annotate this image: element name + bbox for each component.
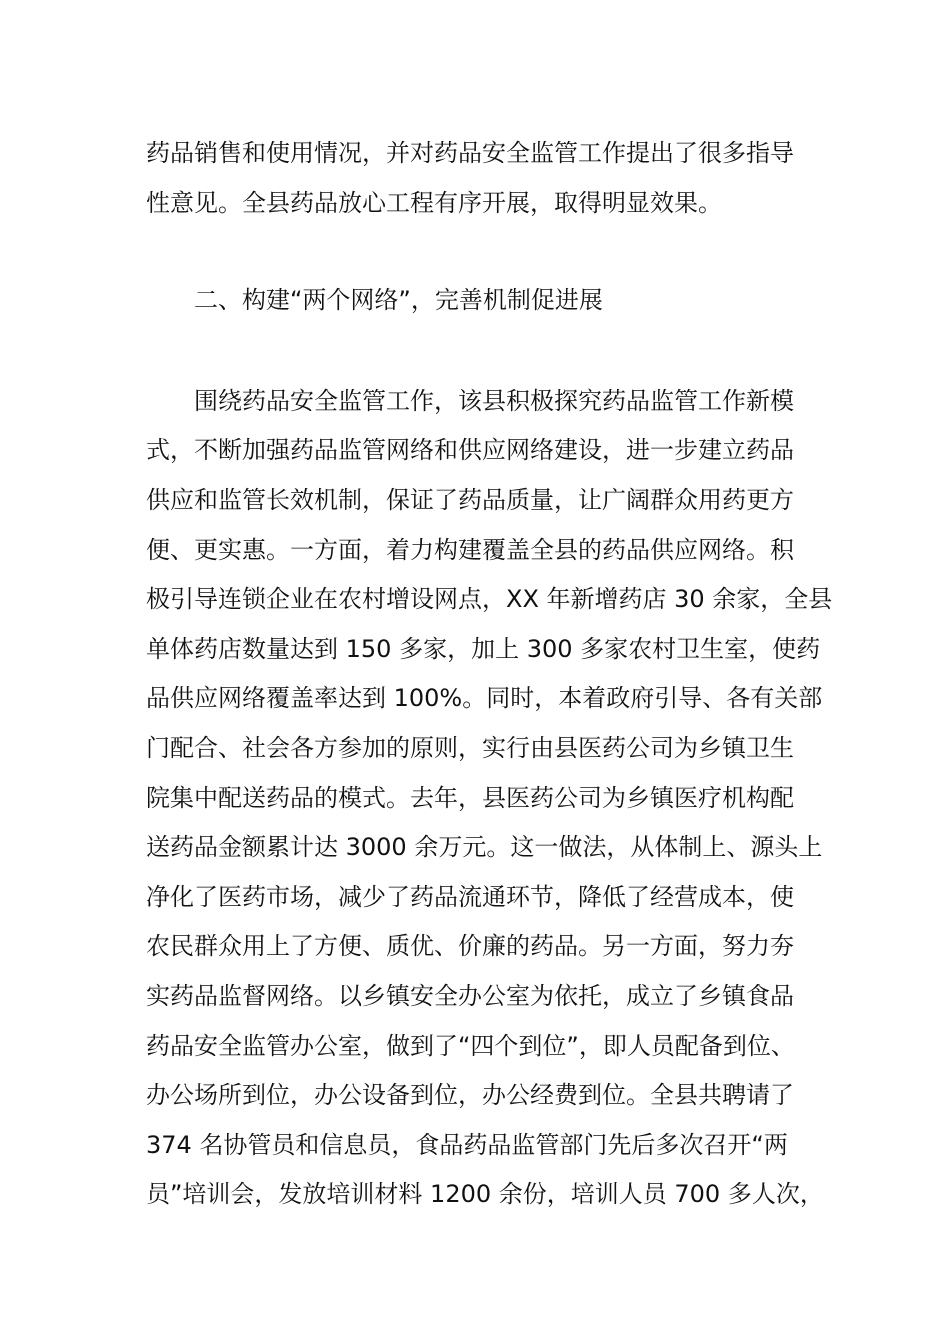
body-line: 送药品金额累计达 3000 余万元。这一做法，从体制上、源头上: [146, 833, 823, 861]
intro-line: 性意见。全县药品放心工程有序开展，取得明显效果。: [146, 189, 722, 217]
body-line: 式，不断加强药品监管网络和供应网络建设，进一步建立药品: [146, 436, 794, 464]
body-line: 员”培训会，发放培训材料 1200 余份，培训人员 700 多人次，: [146, 1180, 824, 1208]
body-line: 极引导连锁企业在农村增设网点，XX 年新增药店 30 余家，全县: [146, 585, 833, 613]
intro-line: 药品销售和使用情况，并对药品安全监管工作提出了很多指导: [146, 139, 794, 167]
body-line: 办公场所到位，办公设备到位，办公经费到位。全县共聘请了: [146, 1081, 794, 1109]
body-line: 便、更实惠。一方面，着力构建覆盖全县的药品供应网络。积: [146, 536, 794, 564]
body-line: 374 名协管员和信息员，食品药品监管部门先后多次召开“两: [146, 1131, 788, 1159]
body-line: 围绕药品安全监管工作，该县积极探究药品监管工作新模: [194, 387, 794, 415]
body-line: 单体药店数量达到 150 多家，加上 300 多家农村卫生室，使药: [146, 635, 821, 663]
body-line: 实药品监督网络。以乡镇安全办公室为依托，成立了乡镇食品: [146, 982, 794, 1010]
body-line: 净化了医药市场，减少了药品流通环节，降低了经营成本，使: [146, 883, 794, 911]
section-heading: 二、构建“两个网络”，完善机制促进展: [194, 286, 603, 314]
body-line: 农民群众用上了方便、质优、价廉的药品。另一方面，努力夯: [146, 932, 794, 960]
body-line: 药品安全监管办公室，做到了“四个到位”，即人员配备到位、: [146, 1032, 795, 1060]
body-line: 门配合、社会各方参加的原则，实行由县医药公司为乡镇卫生: [146, 734, 794, 762]
body-line: 院集中配送药品的模式。去年，县医药公司为乡镇医疗机构配: [146, 784, 794, 812]
body-line: 品供应网络覆盖率达到 100%。同时，本着政府引导、各有关部: [146, 684, 823, 712]
body-line: 供应和监管长效机制，保证了药品质量，让广阔群众用药更方: [146, 486, 794, 514]
